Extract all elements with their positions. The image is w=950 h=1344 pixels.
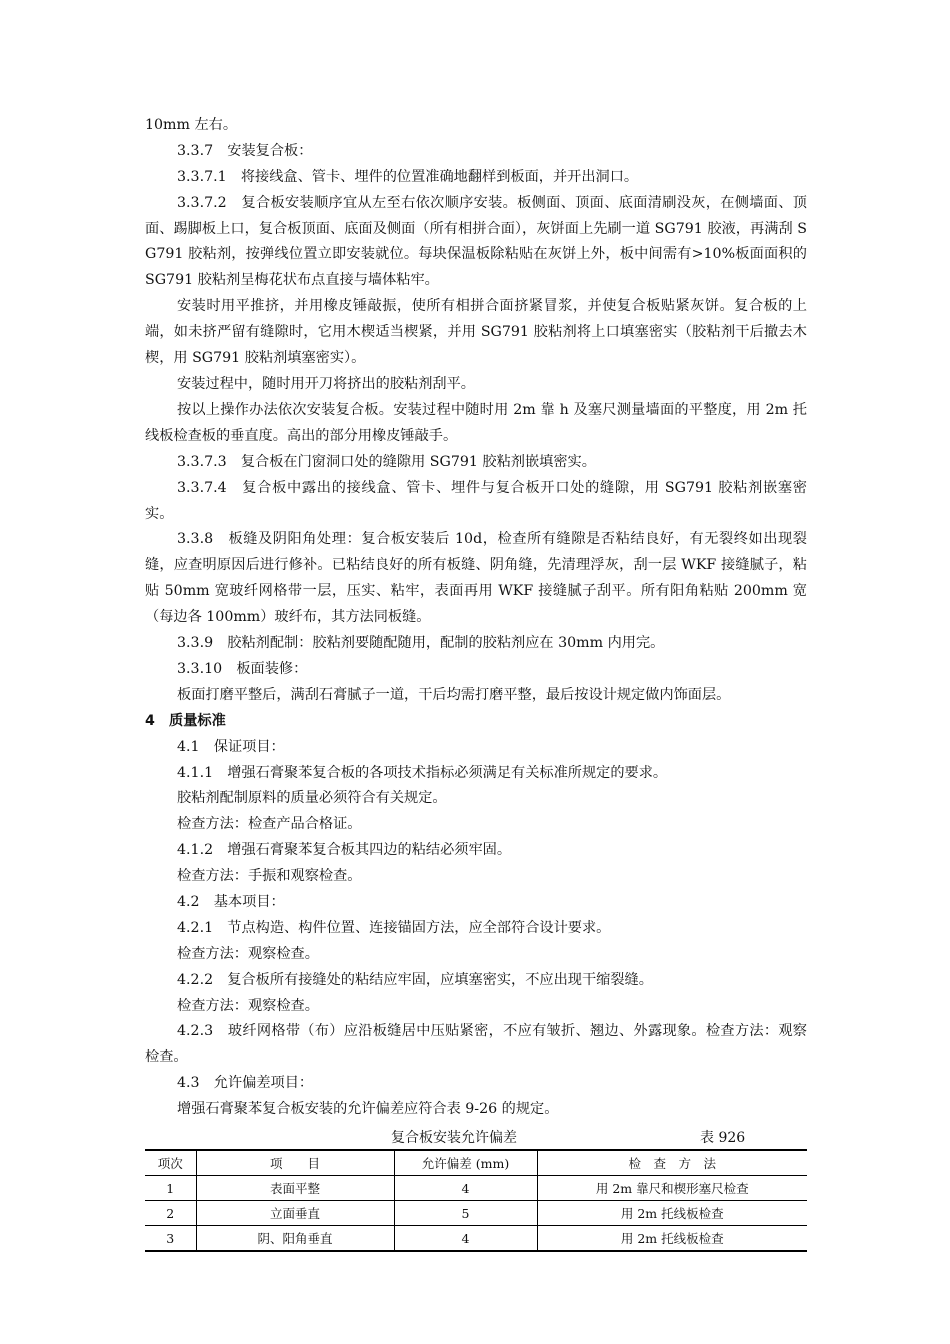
header-cell: 检 查 方 法 <box>537 1150 807 1176</box>
table-cell: 4 <box>394 1226 537 1252</box>
clause-4-3: 4.3 允许偏差项目： <box>177 1075 314 1092</box>
table-cell: 5 <box>394 1201 537 1226</box>
table-cell: 用 2m 托线板检查 <box>537 1201 807 1226</box>
table-cell: 1 <box>166 1180 175 1196</box>
paragraph-install-press: 安装时用平推挤，并用橡皮锤敲振，使所有相拼合面挤紧冒浆，并使复合板贴紧灰饼。复合板的上端，如未挤严留有缝隙时，它用木楔适当楔紧，并用 SG791 胶粘剂将上口填塞密实（胶粘剂干后撤去木楔，用 SG791 胶粘剂填塞密实）。 <box>145 298 807 367</box>
table-caption <box>145 1125 807 1149</box>
table-reference: 增强石膏聚苯复合板安装的允许偏差应符合表 9-26 的规定。 <box>177 1101 559 1118</box>
clause-3-3-8: 3.3.8 板缝及阴阳角处理：复合板安装后 10d，检查所有缝隙是否粘结良好，有无裂终如出现裂缝，应查明原因后进行修补。已粘结良好的所有板缝、阴角缝，先清理浮灰，刮一层 WKF 接缝腻子，粘贴 50mm 宽玻纤网格带一层，压实、粘牢，表面再用 WKF 接缝腻子刮平。所有阳角粘贴 200mm 宽（每边各 100mm）玻纤布，其方法同板缝。 <box>145 531 807 626</box>
paragraph-sequence: 按以上操作办法依次安装复合板。安装过程中随时用 2m 靠 h 及塞尺测量墙面的平整度，用 2m 托线板检查板的垂直度。高出的部分用橡皮锤敲手。 <box>145 401 807 444</box>
clause-4-1-2: 4.1.2 增强石膏聚苯复合板其四边的粘结必须牢固。 <box>177 842 512 859</box>
check-method: 检查方法：检查产品合格证。 <box>177 816 362 833</box>
table-header-row <box>145 1150 807 1176</box>
clause-4-1: 4.1 保证项目： <box>177 738 285 755</box>
clause-3-3-7-3: 3.3.7.3 复合板在门窗洞口处的缝隙用 SG791 胶粘剂嵌填密实。 <box>177 453 596 470</box>
check-method: 检查方法：手振和观察检查。 <box>177 868 362 885</box>
clause-4-2-3: 4.2.3 玻纤网格带（布）应沿板缝居中压贴紧密，不应有皱折、翘边、外露现象。检查方法：观察检查。 <box>145 1023 807 1066</box>
table-cell: 阴、阳角垂直 <box>196 1226 394 1252</box>
paragraph-scrape: 安装过程中，随时用开刀将挤出的胶粘剂刮平。 <box>177 376 475 393</box>
table-number: 表 926 <box>700 1130 746 1146</box>
table-cell: 用 2m 托线板检查 <box>537 1226 807 1252</box>
clause-4-2: 4.2 基本项目： <box>177 893 285 910</box>
header-cell: 项次 <box>157 1156 183 1171</box>
clause-4-2-1: 4.2.1 节点构造、构件位置、连接锚固方法，应全部符合设计要求。 <box>177 919 611 936</box>
table-cell: 表面平整 <box>196 1176 394 1201</box>
section-heading-3-3-7: 3.3.7 安装复合板： <box>177 142 313 159</box>
table-cell: 4 <box>394 1176 537 1201</box>
clause-3-3-7-1: 3.3.7.1 将接线盒、管卡、埋件的位置准确地翻样到板面，并开出洞口。 <box>177 168 639 185</box>
table-cell: 2 <box>166 1205 175 1221</box>
table-row <box>145 1201 807 1226</box>
paragraph-finish: 板面打磨平整后，满刮石膏腻子一道，干后均需打磨平整，最后按设计规定做内饰面层。 <box>177 686 731 703</box>
clause-3-3-9: 3.3.9 胶粘剂配制：胶粘剂要随配随用，配制的胶粘剂应在 30mm 内用完。 <box>177 635 665 652</box>
clause-4-1-1: 4.1.1 增强石膏聚苯复合板的各项技术指标必须满足有关标准所规定的要求。 <box>177 764 668 781</box>
check-method: 检查方法：观察检查。 <box>177 945 319 962</box>
table-cell: 用 2m 靠尺和楔形塞尺检查 <box>537 1176 807 1201</box>
check-method: 检查方法：观察检查。 <box>177 997 319 1014</box>
table-cell: 3 <box>166 1230 175 1246</box>
clause-3-3-7-2: 3.3.7.2 复合板安装顺序宜从左至右依次顺序安装。板侧面、顶面、底面清刷没灰，在侧墙面、顶面、踢脚板上口，复合板顶面、底面及侧面（所有相拼合面），灰饼面上先刷一道 SG791 胶液，再满刮 SG791 胶粘剂，按弹线位置立即安装就位。每块保温板除粘贴在灰饼上外，板中间需有>10%板面面积的 SG791 胶粘剂呈梅花状布点直接与墙体粘牢。 <box>145 194 807 289</box>
text-line: 10mm 左右。 <box>145 117 238 133</box>
clause-4-2-2: 4.2.2 复合板所有接缝处的粘结应牢固，应填塞密实，不应出现干缩裂缝。 <box>177 971 653 988</box>
table-cell: 立面垂直 <box>196 1201 394 1226</box>
table-row <box>145 1226 807 1252</box>
section-heading-quality: 4 质量标准 <box>145 712 226 729</box>
clause-3-3-10: 3.3.10 板面装修： <box>177 660 308 677</box>
header-cell: 允许偏差 (mm) <box>394 1150 537 1176</box>
table-title: 复合板安装允许偏差 <box>391 1130 517 1146</box>
clause-3-3-7-4: 3.3.7.4 复合板中露出的接线盒、管卡、埋件与复合板开口处的缝隙，用 SG791 胶粘剂嵌塞密实。 <box>145 479 807 522</box>
tolerance-table <box>145 1149 807 1252</box>
header-cell: 项 目 <box>196 1150 394 1176</box>
text-line: 胶粘剂配制原料的质量必须符合有关规定。 <box>177 790 447 807</box>
document-page <box>145 113 807 1252</box>
table-row <box>145 1176 807 1201</box>
